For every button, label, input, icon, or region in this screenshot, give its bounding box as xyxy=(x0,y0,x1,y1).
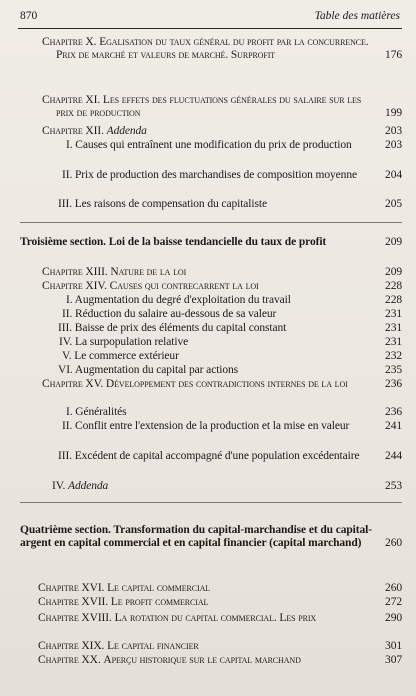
section-title: Réduction du salaire au-dessous de sa valeur xyxy=(75,308,277,320)
running-head xyxy=(20,10,400,26)
page-ref: 228 xyxy=(385,280,402,292)
page-ref: 231 xyxy=(385,322,402,334)
section-number: VI. xyxy=(58,364,73,376)
section-heading-title: Loi de la baisse tendancielle du taux de profit xyxy=(108,236,327,248)
toc-entry-section4[interactable] xyxy=(20,524,402,549)
chapter-title: Les effets des fluctuations générales du salaire sur les prix de production xyxy=(56,94,362,119)
chapter-label: Chapitre XIV. xyxy=(42,280,107,292)
page-ref: 203 xyxy=(385,139,402,151)
section-number: III. xyxy=(58,198,72,210)
toc-entry-ch15-2[interactable] xyxy=(62,420,402,433)
toc-entry-ch14-3[interactable] xyxy=(58,322,402,335)
toc-entry-ch12-3[interactable] xyxy=(58,198,402,211)
chapter-title: Addenda xyxy=(106,125,147,137)
page-ref: 232 xyxy=(385,350,402,362)
page-ref: 203 xyxy=(385,125,402,137)
section-title: Addenda xyxy=(68,480,109,492)
section-heading-title: Transformation du capital-marchandise et du capital-argent en capital commercial et en capital financier (capital marchand) xyxy=(20,524,372,549)
section-number: II. xyxy=(62,169,73,181)
toc-entry-ch18[interactable] xyxy=(38,612,402,625)
section-number: I. xyxy=(66,406,73,418)
section-number: I. xyxy=(66,294,73,306)
page-ref: 253 xyxy=(385,480,402,492)
page-ref: 301 xyxy=(385,640,402,652)
page-ref: 290 xyxy=(385,612,402,624)
toc-entry-ch14-5[interactable] xyxy=(62,350,402,363)
section-title: Le commerce extérieur xyxy=(74,350,179,362)
chapter-title: Egalisation du taux général du profit par la concurrence. Prix de marché et valeurs de marché. Surprofit xyxy=(56,36,369,61)
chapter-title: Le capital commercial xyxy=(107,582,211,594)
page-ref: 235 xyxy=(385,364,402,376)
page-ref: 204 xyxy=(385,169,402,181)
page-ref: 209 xyxy=(385,236,402,248)
page-ref: 231 xyxy=(385,336,402,348)
page-ref: 260 xyxy=(385,582,402,594)
chapter-title: Nature de la loi xyxy=(110,266,187,278)
page-ref: 231 xyxy=(385,308,402,320)
section-title: Généralités xyxy=(75,406,127,418)
page-ref: 199 xyxy=(385,106,402,119)
section-heading-label: Quatrième section. xyxy=(20,524,111,536)
page-ref: 205 xyxy=(385,198,402,210)
toc-entry-ch13[interactable] xyxy=(42,266,402,279)
section-number: I. xyxy=(66,139,73,151)
toc-entry-ch14-4[interactable] xyxy=(59,336,402,349)
toc-entry-ch16[interactable] xyxy=(38,582,402,595)
chapter-label: Chapitre XIX. xyxy=(38,640,105,652)
section-title: Augmentation du degré d'exploitation du travail xyxy=(74,294,291,306)
section-title: Les raisons de compensation du capitaliste xyxy=(74,198,267,210)
section-number: IV. xyxy=(59,336,73,348)
toc-entry-ch12-2[interactable] xyxy=(62,169,402,182)
toc-entry-ch15-4[interactable] xyxy=(52,480,402,493)
section-number: IV. xyxy=(52,480,66,492)
chapter-label: Chapitre X. xyxy=(42,36,97,48)
page-ref: 260 xyxy=(385,536,402,549)
section-number: III. xyxy=(58,322,72,334)
chapter-title: Développement des contradictions internes de la loi xyxy=(105,378,348,390)
chapter-label: Chapitre XI. xyxy=(42,94,101,106)
section-divider xyxy=(20,222,402,223)
section-divider xyxy=(20,502,402,503)
toc-entry-ch14-2[interactable] xyxy=(62,308,402,321)
toc-entry-ch15-1[interactable] xyxy=(66,406,402,419)
section-heading-label: Troisième section. xyxy=(20,236,106,248)
page-ref: 241 xyxy=(385,420,402,432)
toc-entry-ch11[interactable] xyxy=(42,94,402,119)
chapter-label: Chapitre XIII. xyxy=(42,266,108,278)
chapter-label: Chapitre XX. xyxy=(38,654,101,666)
toc-entry-ch10[interactable] xyxy=(42,36,402,61)
toc-entry-ch20[interactable] xyxy=(38,654,402,667)
toc-entry-ch14-6[interactable] xyxy=(58,364,402,377)
chapter-label: Chapitre XV. xyxy=(42,378,104,390)
section-title: Baisse de prix des éléments du capital constant xyxy=(74,322,287,334)
page-ref: 272 xyxy=(385,596,402,608)
toc-entry-ch12-1[interactable] xyxy=(66,139,402,152)
chapter-label: Chapitre XII. xyxy=(42,125,104,137)
section-number: V. xyxy=(62,350,72,362)
section-title: Excédent de capital accompagné d'une population excédentaire xyxy=(74,450,360,462)
toc-entry-ch15[interactable] xyxy=(42,378,402,391)
page-ref: 307 xyxy=(385,654,402,666)
toc-entry-ch14-1[interactable] xyxy=(66,294,402,307)
toc-entry-ch14[interactable] xyxy=(42,280,402,293)
section-number: II. xyxy=(62,308,73,320)
section-title: La surpopulation relative xyxy=(75,336,189,348)
page-ref: 236 xyxy=(385,406,402,418)
running-title: Table des matières xyxy=(314,10,400,22)
toc-entry-ch19[interactable] xyxy=(38,640,402,653)
page-ref: 209 xyxy=(385,266,402,278)
chapter-title: La rotation du capital commercial. Les prix xyxy=(114,612,317,624)
chapter-title: Le capital financier xyxy=(107,640,199,652)
section-number: II. xyxy=(62,420,73,432)
page-ref: 244 xyxy=(385,450,402,462)
page-ref: 176 xyxy=(385,48,402,61)
chapter-title: Causes qui contrecarrent la loi xyxy=(109,280,259,292)
chapter-title: Le profit commercial xyxy=(110,596,209,608)
page-ref: 236 xyxy=(385,378,402,390)
chapter-title: Aperçu historique sur le capital marchand xyxy=(103,654,301,666)
toc-entry-section3[interactable] xyxy=(20,236,402,249)
toc-entry-ch17[interactable] xyxy=(38,596,402,609)
section-title: Conflit entre l'extension de la production et la mise en valeur xyxy=(75,420,350,432)
chapter-label: Chapitre XVIII. xyxy=(38,612,112,624)
page-ref: 228 xyxy=(385,294,402,306)
chapter-label: Chapitre XVII. xyxy=(38,596,109,608)
section-title: Augmentation du capital par actions xyxy=(74,364,239,376)
section-number: III. xyxy=(58,450,72,462)
section-title: Prix de production des marchandises de composition moyenne xyxy=(75,169,357,181)
header-rule xyxy=(18,28,402,29)
page-number: 870 xyxy=(20,10,38,22)
toc-entry-ch15-3[interactable] xyxy=(58,450,402,463)
chapter-label: Chapitre XVI. xyxy=(38,582,105,594)
section-title: Causes qui entraînent une modification du prix de production xyxy=(75,139,352,151)
toc-entry-ch12[interactable] xyxy=(42,125,402,138)
